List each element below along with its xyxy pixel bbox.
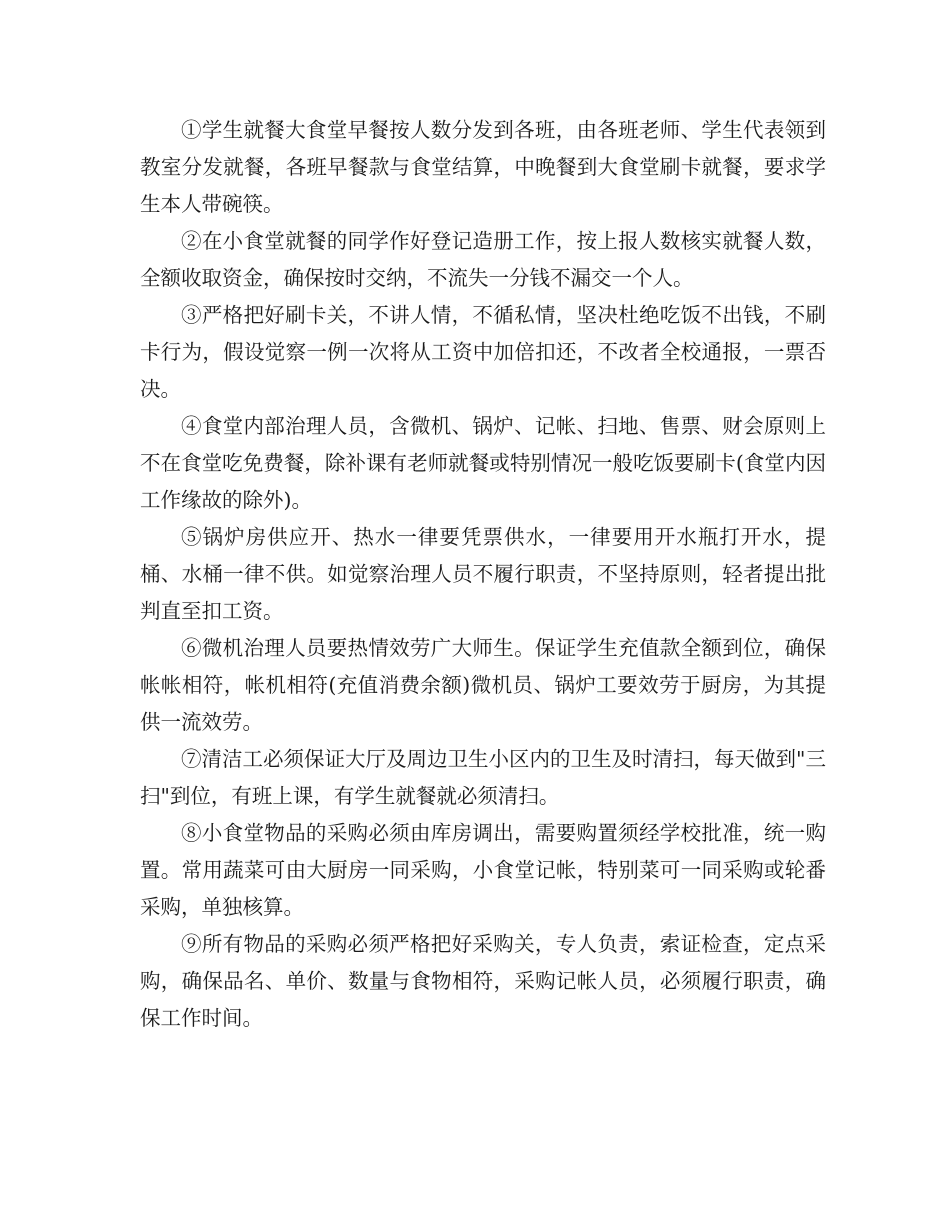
paragraph-1: ①学生就餐大食堂早餐按人数分发到各班，由各班老师、学生代表领到教室分发就餐，各班早餐款与食堂结算，中晚餐到大食堂刷卡就餐，要求学生本人带碗筷。 xyxy=(140,118,826,216)
paragraph-6: ⑥微机治理人员要热情效劳广大师生。保证学生充值款全额到位，确保帐帐相符，帐机相符(充值消费余额)微机员、锅炉工要效劳于厨房，为其提供一流效劳。 xyxy=(140,636,826,734)
paragraph-7: ⑦清洁工必须保证大厅及周边卫生小区内的卫生及时清扫，每天做到"三扫"到位，有班上课，有学生就餐就必须清扫。 xyxy=(140,747,826,808)
paragraph-5: ⑤锅炉房供应开、热水一律要凭票供水，一律要用开水瓶打开水，提桶、水桶一律不供。如觉察治理人员不履行职责，不坚持原则，轻者提出批判直至扣工资。 xyxy=(140,525,826,623)
paragraph-2: ②在小食堂就餐的同学作好登记造册工作，按上报人数核实就餐人数，全额收取资金，确保按时交纳，不流失一分钱不漏交一个人。 xyxy=(140,229,826,290)
paragraph-4: ④食堂内部治理人员，含微机、锅炉、记帐、扫地、售票、财会原则上不在食堂吃免费餐，除补课有老师就餐或特别情况一般吃饭要刷卡(食堂内因工作缘故的除外)。 xyxy=(140,414,826,512)
paragraph-9: ⑨所有物品的采购必须严格把好采购关，专人负责，索证检查，定点采购，确保品名、单价、数量与食物相符，采购记帐人员，必须履行职责，确保工作时间。 xyxy=(140,932,826,1030)
document-body xyxy=(140,112,826,1037)
paragraph-3: ③严格把好刷卡关，不讲人情，不循私情，坚决杜绝吃饭不出钱，不刷卡行为，假设觉察一例一次将从工资中加倍扣还，不改者全校通报，一票否决。 xyxy=(140,303,826,401)
paragraph-8: ⑧小食堂物品的采购必须由库房调出，需要购置须经学校批准，统一购置。常用蔬菜可由大厨房一同采购，小食堂记帐，特别菜可一同采购或轮番采购，单独核算。 xyxy=(140,821,826,919)
